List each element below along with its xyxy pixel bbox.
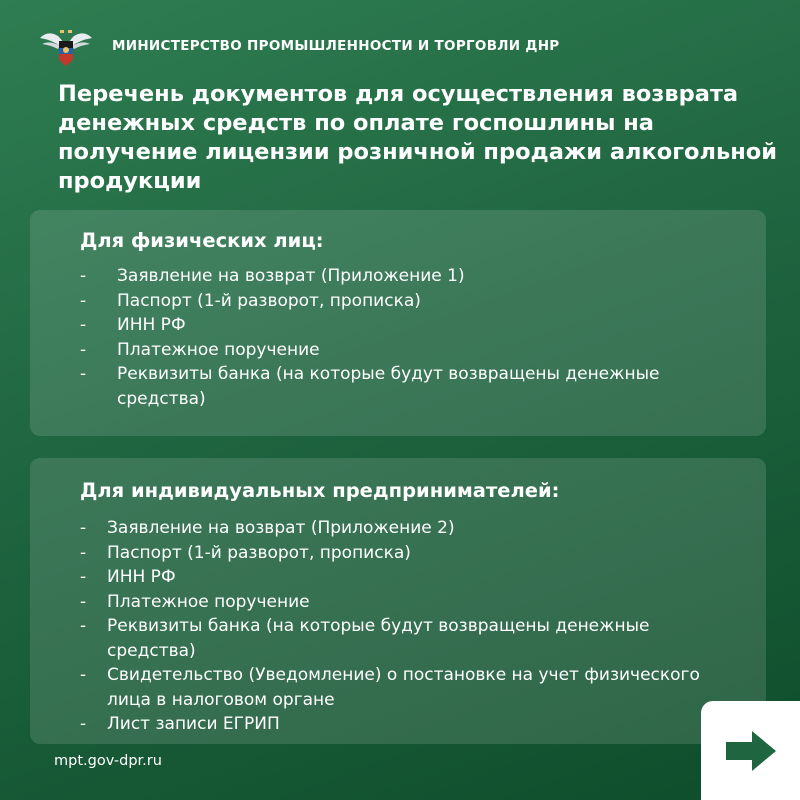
list-item-text: Реквизиты банка (на которые будут возвращены денежные средства): [117, 364, 660, 409]
list-item: [80, 313, 720, 338]
bullet-dash: -: [80, 714, 87, 734]
bullet-dash: -: [80, 665, 87, 685]
list-item: [80, 338, 720, 363]
list-item: [80, 590, 740, 615]
list-item-text: Заявление на возврат (Приложение 1): [117, 266, 465, 286]
list-item: [80, 516, 740, 541]
list-item-text: Платежное поручение: [107, 591, 310, 612]
document-list: [80, 264, 720, 411]
list-item-text: Лист записи ЕГРИП: [107, 714, 280, 734]
bullet-dash: -: [80, 290, 87, 311]
bullet-dash: -: [80, 518, 87, 538]
section-heading: Для физических лиц:: [80, 229, 324, 252]
document-list: [80, 516, 740, 737]
bullet-dash: -: [80, 616, 87, 636]
website-link[interactable]: mpt.gov-dpr.ru: [54, 753, 162, 769]
header: [38, 24, 560, 68]
list-item: [80, 663, 740, 712]
section-heading: Для индивидуальных предпринимателей:: [80, 479, 560, 502]
list-item: [80, 541, 740, 566]
individuals-section: [30, 210, 766, 436]
page-title: Перечень документов для осуществления возврата денежных средств по оплате госпошлины на получение лицензии розничной продажи алкогольной продукции: [58, 81, 777, 194]
list-item-text: Платежное поручение: [117, 339, 320, 360]
bullet-dash: -: [80, 542, 87, 563]
list-item-text: Паспорт (1-й разворот, прописка): [107, 542, 411, 563]
list-item: [80, 565, 740, 590]
list-item: [80, 264, 720, 289]
bullet-dash: -: [80, 315, 87, 335]
bullet-dash: -: [80, 266, 87, 286]
list-item-text: Свидетельство (Уведомление) о постановке на учет физического лица в налоговом органе: [107, 665, 700, 710]
list-item: [80, 362, 720, 411]
next-button[interactable]: [701, 701, 800, 800]
arrow-right-icon: [724, 729, 778, 773]
eagle-emblem-icon: [38, 24, 94, 68]
list-item: [80, 289, 720, 314]
list-item: [80, 712, 740, 737]
list-item-text: Паспорт (1-й разворот, прописка): [117, 290, 421, 311]
list-item-text: Заявление на возврат (Приложение 2): [107, 518, 455, 538]
bullet-dash: -: [80, 339, 87, 360]
list-item-text: ИНН РФ: [117, 315, 186, 335]
bullet-dash: -: [80, 591, 87, 612]
bullet-dash: -: [80, 364, 87, 384]
entrepreneurs-section: [30, 458, 766, 744]
bullet-dash: -: [80, 567, 87, 587]
list-item-text: ИНН РФ: [107, 567, 176, 587]
ministry-name: МИНИСТЕРСТВО ПРОМЫШЛЕННОСТИ И ТОРГОВЛИ ДНР: [112, 38, 560, 54]
list-item-text: Реквизиты банка (на которые будут возвращены денежные средства): [107, 616, 650, 661]
list-item: [80, 614, 740, 663]
